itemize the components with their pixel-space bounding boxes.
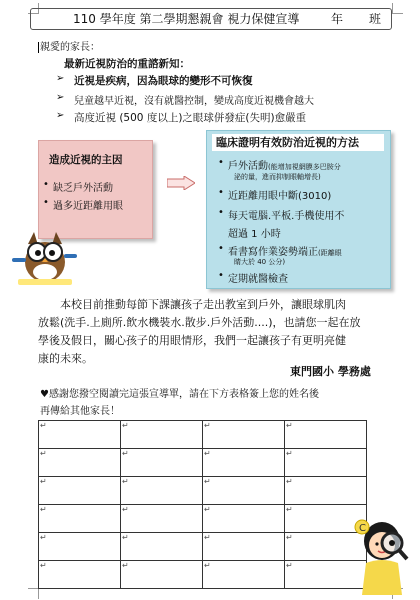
intro-line: 最新近視防治的重諮新知： [64,58,190,70]
greeting: 親愛的家長： [40,42,100,53]
signature-cell[interactable]: ↵ [121,561,203,589]
signature-cell[interactable]: ↵ [285,533,367,561]
method-item-4-note: 睛大於 40 公分) [234,258,286,266]
method-box [206,130,391,289]
signature-row [39,561,367,589]
header-box [30,8,392,30]
point-1: ➢ 近視是疾病，因為眼球的變形不可恢復 [74,73,253,88]
crop-mark-top-right [392,3,403,14]
method-item-1: • 戶外活動(能增加視網膜多巴胺分 [228,157,341,172]
signature-cell[interactable]: ↵ [39,561,121,589]
signature-cell[interactable]: ↵ [39,421,121,449]
point-3: ➢ 高度近視 (500 度以上)之眼球併發症(失明)愈嚴重 [74,110,306,125]
signature-cell[interactable]: ↵ [203,477,285,505]
cause-box [38,140,153,239]
owl-banner [18,279,72,285]
signature-cell[interactable]: ↵ [285,477,367,505]
signature-cell[interactable]: ↵ [203,533,285,561]
svg-text:C: C [359,523,366,534]
header-class: 班 [369,12,382,26]
signature-cell[interactable]: ↵ [121,533,203,561]
owl-doctor-illustration [10,228,80,284]
girl-magnifier-illustration [352,515,414,595]
signature-row [39,533,367,561]
right-arrow-icon [167,176,195,190]
signature-cell[interactable]: ↵ [39,449,121,477]
thanks-line-1: ♥感謝您撥空閱讀完這張宣導單，請在下方表格簽上您的姓名後 [40,389,319,400]
paragraph-line-2: 放鬆(洗手.上廁所.飲水機裝水.散步.戶外活動....)，也請您一起在放 [38,316,361,329]
signature-row [39,505,367,533]
signature-cell[interactable]: ↵ [203,505,285,533]
thanks-line-2: 再傳給其他家長！ [40,406,120,417]
signature-cell[interactable]: ↵ [121,477,203,505]
signature-cell[interactable]: ↵ [39,505,121,533]
signature-cell[interactable]: ↵ [203,421,285,449]
method-item-4: • 看書寫作業姿勢端正(距離眼 [228,243,342,258]
school-signature: 東門國小 學務處 [290,365,371,378]
signature-row [39,449,367,477]
paragraph-line-3: 學後及假日，關心孩子的用眼情形，我們一起讓孩子有更明亮健 [38,334,346,347]
header-title: 110 學年度 第二學期懇親會 視力保健宣導 [73,12,300,26]
method-item-3: • 每天電腦.平板.手機使用不 [228,207,344,222]
signature-cell[interactable]: ↵ [121,449,203,477]
signature-cell[interactable]: ↵ [285,561,367,589]
signature-cell[interactable]: ↵ [203,449,285,477]
paragraph-line-4: 康的未來。 [38,352,93,365]
signature-cell[interactable]: ↵ [121,505,203,533]
method-item-1-note: 泌的量，進而抑制眼軸增長) [234,173,321,181]
signature-table [38,420,367,589]
signature-row [39,421,367,449]
method-box-title: 臨床證明有效防治近視的方法 [212,134,384,151]
point-2: ➢ 兒童越早近視，沒有就醫控制，變成高度近視機會越大 [74,92,314,107]
signature-cell[interactable]: ↵ [39,533,121,561]
signature-cell[interactable]: ↵ [285,505,367,533]
signature-cell[interactable]: ↵ [203,561,285,589]
signature-cell[interactable]: ↵ [285,421,367,449]
header-grade: 年 [331,12,344,26]
cause-box-title: 造成近視的主因 [49,154,123,166]
method-item-2: • 近距離用眼中斷(3010) [228,187,331,202]
signature-row [39,477,367,505]
signature-cell[interactable]: ↵ [39,477,121,505]
method-item-3-cont: 超過 1 小時 [228,229,281,240]
signature-cell[interactable]: ↵ [285,449,367,477]
cause-item-1: • 缺乏戶外活動 [53,179,113,194]
crop-mark-bottom-left [28,588,39,599]
method-item-5: • 定期就醫檢查 [228,270,288,285]
signature-cell[interactable]: ↵ [121,421,203,449]
cause-item-2: • 過多近距離用眼 [53,197,123,212]
paragraph-line-1: 本校目前推動每節下課讓孩子走出教室到戶外，讓眼球肌肉 [60,298,346,311]
